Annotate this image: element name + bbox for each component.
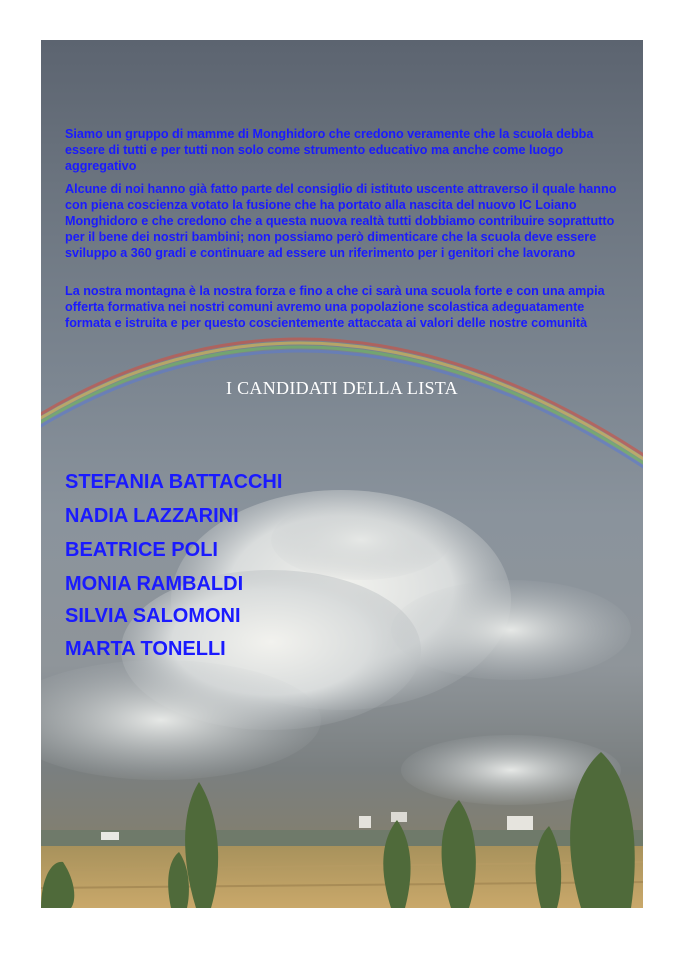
candidate-name: NADIA LAZZARINI	[65, 505, 239, 527]
intro-paragraph-2: Alcune di noi hanno già fatto parte del consiglio di istituto uscente attraverso il quale hanno con piena coscienza votato la fusione che ha portato alla nascita del nuovo IC Loiano Monghidoro e che credono che a questa nuova realtà tutti dobbiamo contribuire soprattutto per il bene dei nostri bambini; non possiamo però dimenticare che la scuola deve essere sviluppo a 360 gradi e continuare ad essere un riferimento per i genitori che lavorano	[65, 182, 617, 260]
candidate-name: MARTA TONELLI	[65, 638, 226, 660]
candidate-name: SILVIA SALOMONI	[65, 605, 241, 627]
candidates-heading: I CANDIDATI DELLA LISTA	[226, 378, 458, 398]
candidate-name: MONIA RAMBALDI	[65, 573, 244, 595]
intro-paragraph-1: Siamo un gruppo di mamme di Monghidoro che credono veramente che la scuola debba essere di tutti e per tutti non solo come strumento educativo ma anche come luogo aggregativo	[65, 127, 594, 173]
rainbow	[41, 339, 643, 472]
intro-paragraph-3: La nostra montagna è la nostra forza e fino a che ci sarà una scuola forte e con una ampia offerta formativa nei nostri comuni avremo una popolazione scolastica adeguatamente formata e istruita e per questo coscientemente attaccata ai valori delle nostre comunità	[65, 284, 605, 330]
candidate-name: BEATRICE POLI	[65, 539, 218, 561]
poster	[41, 40, 643, 908]
candidate-name: STEFANIA BATTACCHI	[65, 471, 283, 493]
